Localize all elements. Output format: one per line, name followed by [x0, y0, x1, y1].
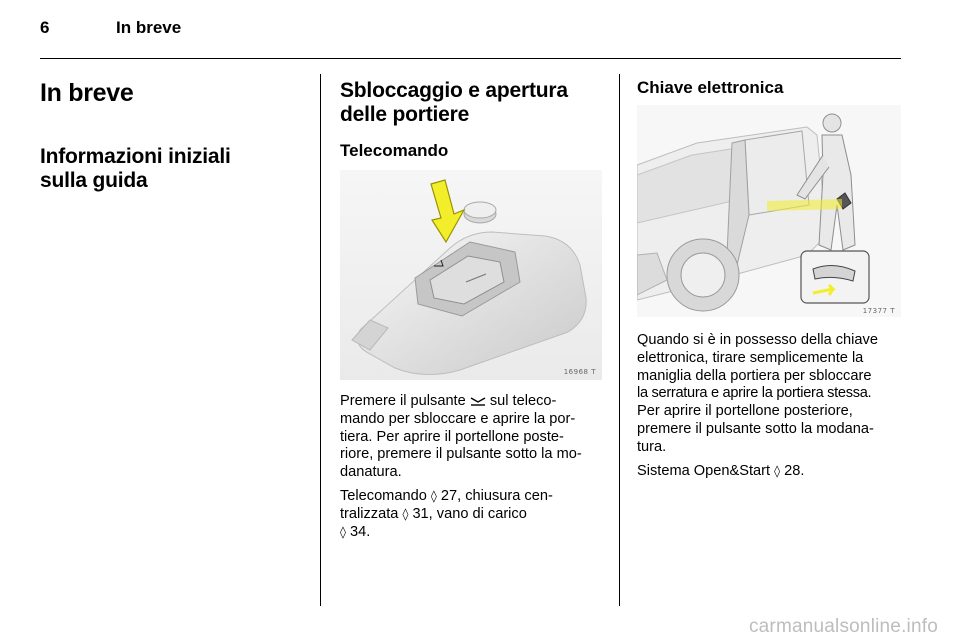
- electronic-key-figure: [637, 105, 901, 317]
- unlock-button-icon: [470, 396, 486, 406]
- ek-line1: Quando si è in possesso della chiave: [637, 332, 878, 348]
- ek-line2: elettronica, tirare semplicemente la: [637, 349, 864, 366]
- unlock-doors-heading-line2: delle portiere: [340, 103, 470, 126]
- remote-key-illustration: [340, 170, 602, 380]
- remote-paragraph-2: [340, 488, 605, 541]
- ek-line4: la serratura e aprire la portiera stessa.: [637, 385, 872, 402]
- electronic-key-heading: Chiave elettronica: [637, 78, 784, 97]
- ek-line6: premere il pulsante sotto la modana-: [637, 420, 874, 437]
- column-divider-left: [320, 74, 321, 606]
- reference-arrow-icon: ◊: [402, 506, 409, 521]
- ref-remote-label: Telecomando: [340, 487, 431, 504]
- remote-paragraph-1: [340, 393, 605, 482]
- remote-control-subheading: Telecomando: [340, 141, 449, 160]
- watermark-text: carmanualsonline.info: [748, 616, 938, 637]
- section-title-line1: Informazioni iniziali: [40, 145, 231, 168]
- ref-central-lock-page[interactable]: 31, vano di carico: [408, 505, 527, 522]
- electronic-key-paragraph-1: [637, 332, 907, 457]
- ref-cargo-page[interactable]: 34.: [345, 523, 371, 540]
- unlock-doors-heading: [340, 79, 568, 127]
- unlock-doors-heading-line1: Sbloccaggio e apertura: [340, 79, 568, 102]
- electronic-key-figure-code: 17377 T: [862, 307, 895, 315]
- remote-para1-line2: mando per sbloccare e aprire la por-: [340, 410, 576, 427]
- reference-arrow-icon: ◊: [774, 463, 781, 478]
- column-divider-right: [619, 74, 620, 606]
- ek-line3: maniglia della portiera per sbloccare: [637, 367, 872, 384]
- remote-instructions: [340, 393, 605, 547]
- running-header-title: In breve: [116, 18, 182, 37]
- electronic-key-paragraph-2: [637, 463, 907, 481]
- section-title: [40, 145, 231, 193]
- remote-para1-line4: riore, premere il pulsante sotto la mo-: [340, 446, 582, 463]
- section-title-line2: sulla guida: [40, 169, 148, 192]
- remote-key-figure: [340, 170, 602, 380]
- remote-para1-line3: tiera. Per aprire il portellone poste-: [340, 428, 564, 445]
- reference-arrow-icon: ◊: [430, 488, 437, 503]
- header-rule: [40, 58, 901, 59]
- remote-para1-end: sul teleco-: [485, 393, 557, 409]
- remote-para1-line5: danatura.: [340, 464, 402, 481]
- car-door-illustration: [637, 105, 901, 317]
- ek-line7: tura.: [637, 438, 667, 455]
- ek-line5: Per aprire il portellone posteriore,: [637, 403, 853, 420]
- ref-open-start-label: Sistema Open&Start: [637, 462, 775, 479]
- ref-remote-page[interactable]: 27, chiusura cen-: [436, 487, 553, 504]
- chapter-title: In breve: [40, 79, 134, 107]
- reference-arrow-icon: ◊: [340, 524, 346, 539]
- electronic-key-instructions: [637, 332, 907, 486]
- remote-figure-code: 16968 T: [563, 368, 596, 376]
- ref-central-lock-label: tralizzata: [340, 505, 403, 522]
- page-number: 6: [40, 18, 50, 37]
- remote-para1-start: Premere il pulsante: [340, 393, 470, 409]
- ref-open-start-page[interactable]: 28.: [780, 462, 805, 479]
